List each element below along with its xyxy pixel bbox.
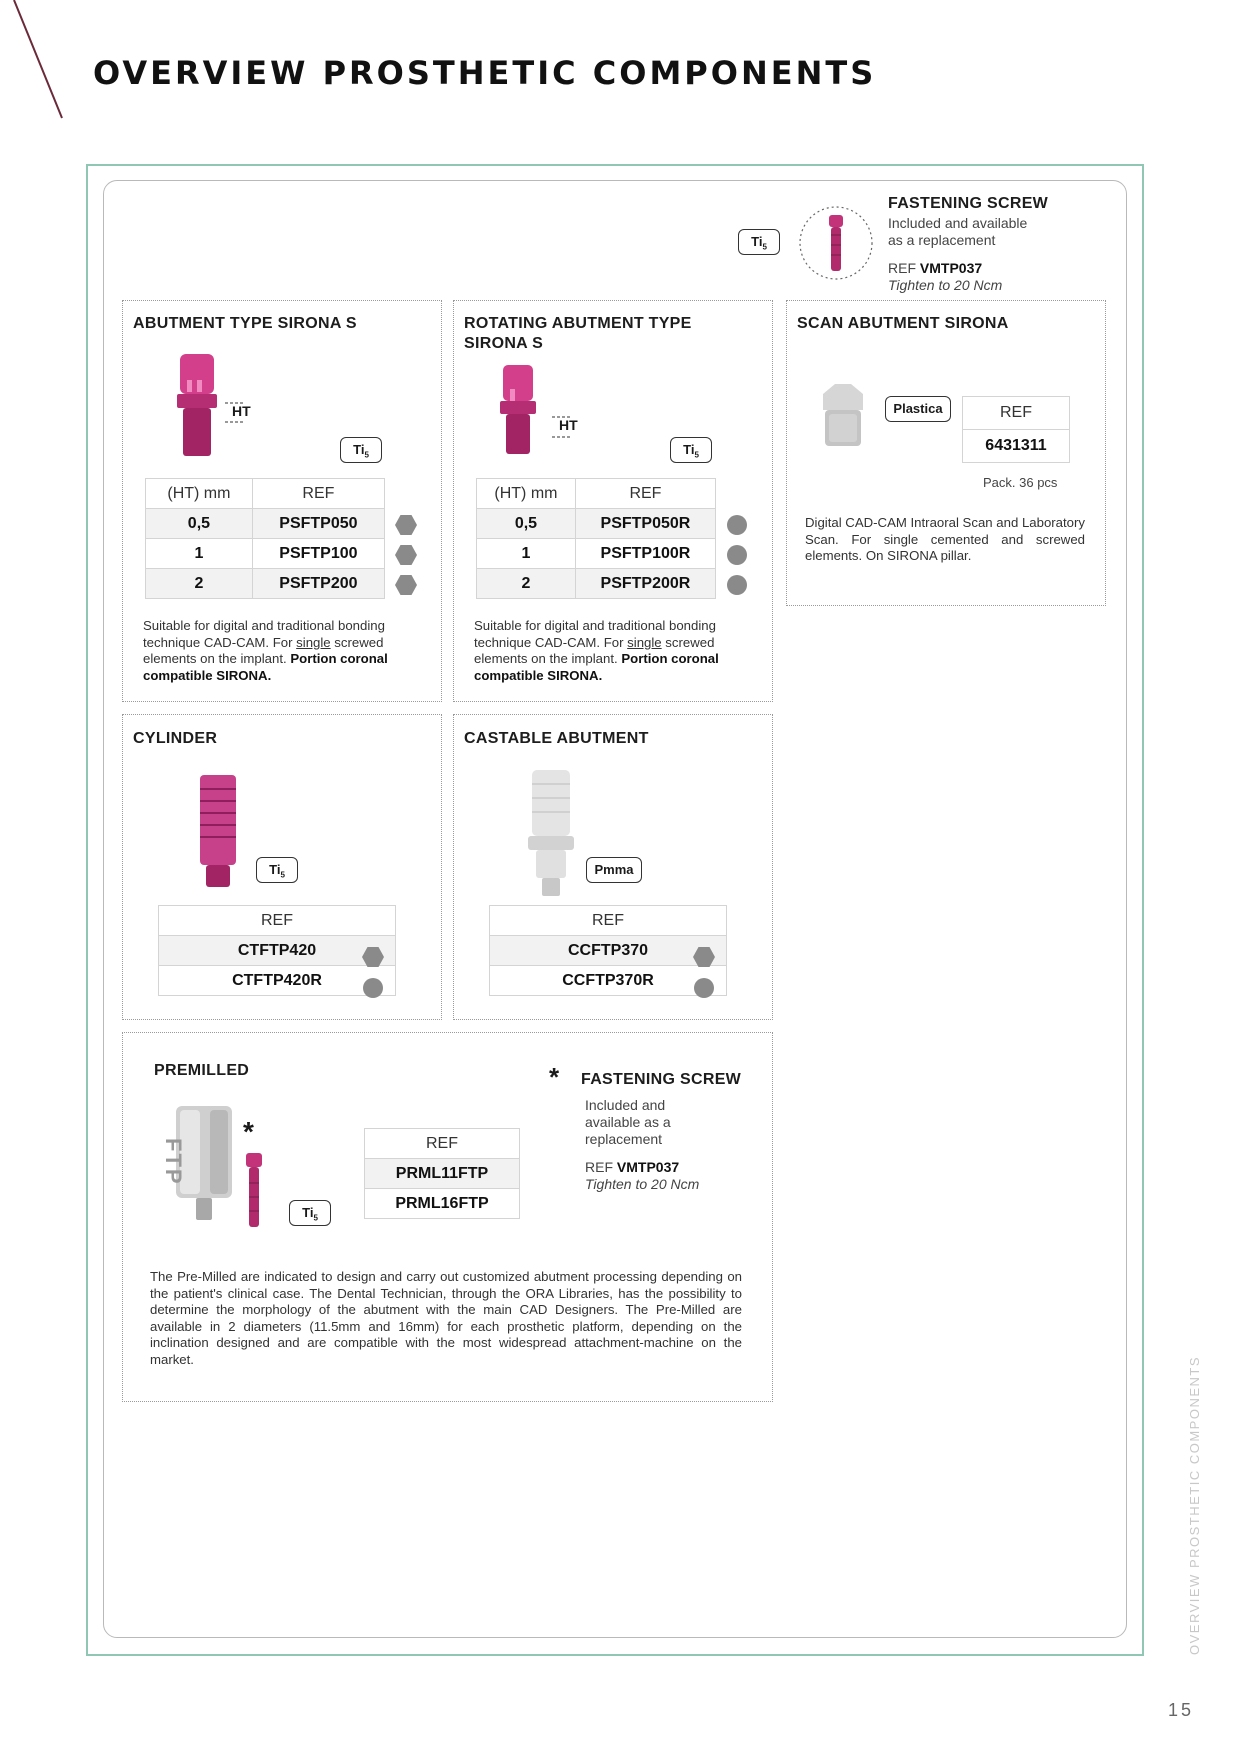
cell-ref: PRML11FTP [365, 1159, 520, 1189]
cell-ht: 1 [146, 539, 253, 569]
cell-ref: PSFTP100R [575, 539, 715, 569]
cell-ref: PSFTP200 [252, 569, 384, 599]
fastening-screw-image [798, 205, 874, 281]
table-row [963, 430, 1070, 463]
page-title: OVERVIEW PROSTHETIC COMPONENTS [93, 54, 877, 92]
rotating-abutment-image [500, 365, 580, 465]
cell-ref: PSFTP050 [252, 509, 384, 539]
col-ht: (HT) mm [146, 479, 253, 509]
premilled-title: PREMILLED [154, 1062, 250, 1079]
col-ref: REF [575, 479, 715, 509]
desc-bold: Portion coronal compatible SIRONA. [143, 651, 388, 683]
scan-pack-label: Pack. 36 pcs [983, 475, 1058, 490]
castable-abutment-title: CASTABLE ABUTMENT [464, 730, 649, 747]
premilled-screw-image [243, 1153, 265, 1231]
col-ref: REF [159, 906, 396, 936]
material-badge-ti5 [670, 437, 712, 463]
cylinder-image [196, 775, 240, 890]
ht-label: HT [559, 417, 578, 433]
premilled-screw-line1: Included and [585, 1097, 666, 1113]
material-label: $Ti_5$ [683, 442, 699, 460]
round-connection-icon [727, 515, 747, 535]
round-connection-icon [727, 575, 747, 595]
cell-ref: 6431311 [963, 430, 1070, 463]
material-label: $Ti_5$ [353, 442, 369, 460]
cylinder-title: CYLINDER [133, 730, 218, 747]
sidebar-section-label: OVERVIEW PROSTHETIC COMPONENTS [1187, 1355, 1202, 1655]
ref-prefix: REF [888, 260, 916, 276]
scan-abutment-image [815, 380, 871, 452]
cell-ref: CCFTP370R [490, 966, 727, 996]
material-badge-pmma: Pmma [586, 857, 642, 883]
premilled-screw-title: FASTENING SCREW [581, 1071, 742, 1088]
cylinder-table [158, 905, 396, 996]
cell-ref: PSFTP200R [575, 569, 715, 599]
cell-ht: 2 [146, 569, 253, 599]
cell-ht: 2 [477, 569, 576, 599]
desc-text: screwed elements on the implant. [474, 634, 715, 666]
table-row [477, 539, 716, 569]
table-row [146, 539, 385, 569]
desc-bold: Portion coronal compatible SIRONA. [474, 651, 719, 683]
material-label: $Ti_5$ [269, 862, 285, 880]
premilled-screw-torque: Tighten to 20 Ncm [585, 1176, 700, 1192]
rotating-abutment-table [476, 478, 716, 599]
table-row [477, 509, 716, 539]
table-row [477, 569, 716, 599]
page-number: 15 [1168, 1700, 1195, 1720]
col-ref: REF [490, 906, 727, 936]
table-row [146, 509, 385, 539]
premilled-logo-text: FTP [161, 1138, 186, 1186]
premilled-asterisk: * [243, 1116, 254, 1147]
cell-ref: PRML16FTP [365, 1189, 520, 1219]
fastening-screw-torque: Tighten to 20 Ncm [888, 277, 1003, 293]
rotating-title-line2: SIRONA S [464, 335, 544, 352]
cell-ht: 0,5 [146, 509, 253, 539]
cell-ref: CCFTP370 [490, 936, 727, 966]
premilled-screw-ref [585, 1159, 679, 1176]
cell-ref: PSFTP100 [252, 539, 384, 569]
ref-prefix: REF [585, 1159, 613, 1175]
cell-ref: CTFTP420 [159, 936, 396, 966]
castable-abutment-image [528, 770, 574, 898]
scan-abutment-title: SCAN ABUTMENT SIRONA [797, 315, 1009, 332]
table-row [490, 966, 727, 996]
scan-abutment-description: Digital CAD-CAM Intraoral Scan and Laboratory Scan. For single cemented and screwed elements. On SIRONA pillar. [805, 515, 1085, 563]
asterisk-icon: * [549, 1062, 560, 1092]
castable-abutment-table [489, 905, 727, 996]
table-row [365, 1189, 520, 1219]
desc-text: Suitable for digital and traditional bonding technique CAD-CAM. For [474, 618, 716, 650]
cell-ref: CTFTP420R [159, 966, 396, 996]
rotating-title-line1: ROTATING ABUTMENT TYPE [464, 315, 692, 332]
premilled-table [364, 1128, 520, 1219]
round-connection-icon [363, 978, 383, 998]
round-connection-icon [694, 978, 714, 998]
col-ht: (HT) mm [477, 479, 576, 509]
material-badge-ti5 [256, 857, 298, 883]
ht-label: HT [232, 403, 251, 419]
cell-ht: 1 [477, 539, 576, 569]
round-connection-icon [727, 545, 747, 565]
cell-ref: PSFTP050R [575, 509, 715, 539]
premilled-description: The Pre-Milled are indicated to design and carry out customized abutment processing depending on the patient's clinical case. The Dental Technician, through the ORA Libraries, has the possibility to determine the morphology of the abutment with the main CAD Designers. The Pre-Milled are available in 2 diameters (11.5mm and 16mm) for each prosthetic platform, depending on the inclination designed and are compatible with the most widespread attachment-machine on the market. [150, 1269, 742, 1367]
table-row [146, 569, 385, 599]
cell-ht: 0,5 [477, 509, 576, 539]
table-row [159, 936, 396, 966]
material-badge-plastica: Plastica [885, 396, 951, 422]
material-label: $Ti_5$ [302, 1205, 318, 1223]
abutment-sirona-s-table [145, 478, 385, 599]
table-row [159, 966, 396, 996]
material-badge-ti5 [340, 437, 382, 463]
table-row [365, 1159, 520, 1189]
fastening-screw-line2: as a replacement [888, 232, 996, 248]
desc-underlined: single [627, 634, 662, 650]
material-badge-ti5 [738, 229, 780, 255]
col-ref: REF [252, 479, 384, 509]
desc-underlined: single [296, 634, 331, 650]
fastening-screw-title: FASTENING SCREW [888, 195, 1049, 212]
ref-code: VMTP037 [919, 260, 983, 276]
desc-text: screwed elements on the implant. [143, 634, 384, 666]
col-ref: REF [365, 1129, 520, 1159]
premilled-screw-line2: available as a [585, 1114, 671, 1130]
abutment-sirona-s-title: ABUTMENT TYPE SIRONA S [133, 315, 357, 332]
fastening-screw-line1: Included and available [888, 215, 1028, 231]
scan-abutment-table [962, 396, 1070, 463]
material-label: $Ti_5$ [751, 234, 767, 252]
decorative-diagonal-line [0, 0, 80, 130]
table-row [490, 936, 727, 966]
desc-text: Suitable for digital and traditional bonding technique CAD-CAM. For [143, 618, 385, 650]
col-ref: REF [963, 397, 1070, 430]
ref-code: VMTP037 [616, 1159, 680, 1175]
fastening-screw-ref [888, 260, 982, 277]
rotating-abutment-description [474, 618, 756, 684]
material-badge-ti5 [289, 1200, 331, 1226]
abutment-sirona-s-description [143, 618, 425, 684]
premilled-screw-line3: replacement [585, 1131, 663, 1147]
